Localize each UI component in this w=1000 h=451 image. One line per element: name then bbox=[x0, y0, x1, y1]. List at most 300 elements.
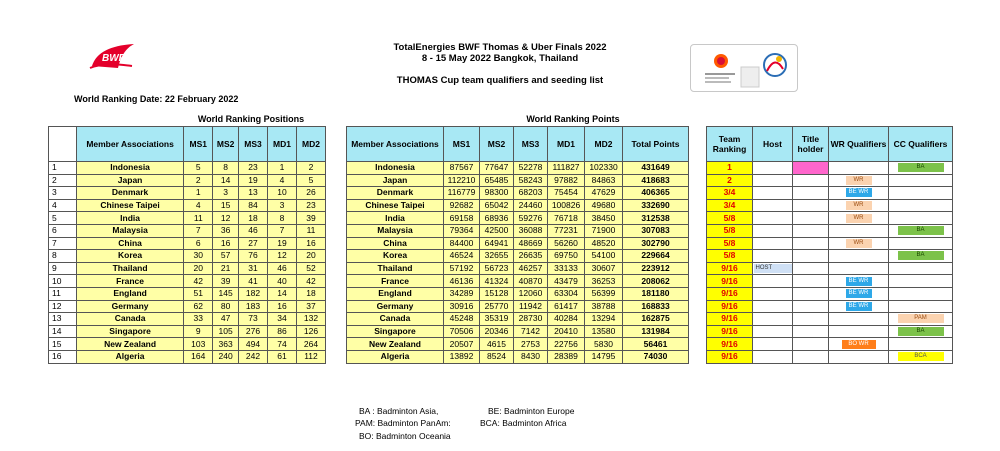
points-cell: 7142 bbox=[514, 325, 548, 338]
country-cell: Algeria bbox=[76, 350, 183, 363]
points-cell: 20410 bbox=[548, 325, 585, 338]
row-index: 4 bbox=[49, 199, 77, 212]
points-cell: 98300 bbox=[480, 187, 514, 200]
title-holder-cell bbox=[793, 313, 829, 326]
thomas-uber-logo bbox=[690, 44, 798, 92]
points-cell: 13294 bbox=[585, 313, 623, 326]
points-cell: 14795 bbox=[585, 350, 623, 363]
cc-qualifier-cell bbox=[889, 162, 953, 175]
table-row bbox=[707, 262, 953, 275]
col-header: MS2 bbox=[480, 127, 514, 162]
points-cell: 97882 bbox=[548, 174, 585, 187]
country-cell: Canada bbox=[76, 313, 183, 326]
points-cell: 79364 bbox=[444, 224, 480, 237]
title-holder-cell bbox=[793, 275, 829, 288]
points-cell: 59276 bbox=[514, 212, 548, 225]
wr-qualifier-cell bbox=[829, 350, 889, 363]
rank-cell: 240 bbox=[213, 350, 239, 363]
wr-qualifier-cell bbox=[829, 262, 889, 275]
points-cell: 56723 bbox=[480, 262, 514, 275]
points-cell: 77231 bbox=[548, 224, 585, 237]
rank-cell: 132 bbox=[296, 313, 325, 326]
team-ranking-cell: 1 bbox=[707, 162, 753, 175]
points-cell: 28730 bbox=[514, 313, 548, 326]
table-row bbox=[707, 250, 953, 263]
points-cell: 5830 bbox=[585, 338, 623, 351]
table-row bbox=[49, 237, 326, 250]
table-row bbox=[347, 287, 689, 300]
points-cell: 87567 bbox=[444, 162, 480, 175]
rank-cell: 2 bbox=[296, 162, 325, 175]
total-points-cell: 168833 bbox=[623, 300, 689, 313]
rank-cell: 112 bbox=[296, 350, 325, 363]
total-points-cell: 162875 bbox=[623, 313, 689, 326]
points-cell: 116779 bbox=[444, 187, 480, 200]
col-header: Member Associations bbox=[347, 127, 444, 162]
cc-qualifier-cell bbox=[889, 199, 953, 212]
points-cell: 63304 bbox=[548, 287, 585, 300]
cc-qualifier-cell bbox=[889, 300, 953, 313]
country-cell: Japan bbox=[76, 174, 183, 187]
points-cell: 46524 bbox=[444, 250, 480, 263]
table-row bbox=[347, 174, 689, 187]
rank-cell: 20 bbox=[296, 250, 325, 263]
title-holder-cell bbox=[793, 237, 829, 250]
title-holder-cell bbox=[793, 162, 829, 175]
table-row bbox=[707, 187, 953, 200]
wr-badge: WR bbox=[846, 176, 872, 185]
team-ranking-cell: 9/16 bbox=[707, 275, 753, 288]
country-cell: Germany bbox=[76, 300, 183, 313]
rank-cell: 16 bbox=[296, 237, 325, 250]
rank-cell: 36 bbox=[213, 224, 239, 237]
table-row bbox=[707, 275, 953, 288]
row-index: 11 bbox=[49, 287, 77, 300]
team-ranking-cell: 3/4 bbox=[707, 187, 753, 200]
points-cell: 30916 bbox=[444, 300, 480, 313]
country-cell: Singapore bbox=[347, 325, 444, 338]
col-header: MD2 bbox=[585, 127, 623, 162]
total-points-cell: 406365 bbox=[623, 187, 689, 200]
table-header-row bbox=[707, 127, 953, 162]
points-cell: 84400 bbox=[444, 237, 480, 250]
rank-cell: 12 bbox=[213, 212, 239, 225]
rank-cell: 76 bbox=[239, 250, 268, 263]
team-ranking-cell: 9/16 bbox=[707, 313, 753, 326]
host-cell bbox=[753, 224, 793, 237]
rank-cell: 276 bbox=[239, 325, 268, 338]
table-row bbox=[707, 325, 953, 338]
legend-be: BE: Badminton Europe bbox=[488, 406, 575, 416]
row-index: 5 bbox=[49, 212, 77, 225]
host-cell bbox=[753, 262, 793, 275]
points-cell: 69750 bbox=[548, 250, 585, 263]
rank-cell: 21 bbox=[213, 262, 239, 275]
rank-cell: 33 bbox=[184, 313, 213, 326]
points-cell: 70506 bbox=[444, 325, 480, 338]
total-points-cell: 229664 bbox=[623, 250, 689, 263]
wr-badge: WR bbox=[846, 201, 872, 210]
table-row bbox=[49, 300, 326, 313]
cc-qualifier-cell bbox=[889, 262, 953, 275]
rank-cell: 30 bbox=[184, 250, 213, 263]
country-cell: Korea bbox=[76, 250, 183, 263]
rank-cell: 2 bbox=[184, 174, 213, 187]
points-cell: 76718 bbox=[548, 212, 585, 225]
rank-cell: 3 bbox=[213, 187, 239, 200]
points-cell: 15128 bbox=[480, 287, 514, 300]
table-row bbox=[49, 287, 326, 300]
ranking-date: World Ranking Date: 22 February 2022 bbox=[74, 94, 239, 104]
rank-cell: 42 bbox=[296, 275, 325, 288]
host-cell bbox=[753, 162, 793, 175]
points-cell: 43479 bbox=[548, 275, 585, 288]
country-cell: India bbox=[347, 212, 444, 225]
event-title: TotalEnergies BWF Thomas & Uber Finals 2022 bbox=[393, 42, 607, 53]
wr-qualifier-cell bbox=[829, 162, 889, 175]
wr-qualifier-cell bbox=[829, 275, 889, 288]
points-cell: 13580 bbox=[585, 325, 623, 338]
table-row bbox=[347, 187, 689, 200]
table-row bbox=[707, 224, 953, 237]
rank-cell: 41 bbox=[239, 275, 268, 288]
cc-qualifier-cell bbox=[889, 237, 953, 250]
col-header: MS1 bbox=[444, 127, 480, 162]
table-row bbox=[707, 174, 953, 187]
col-header: MD1 bbox=[268, 127, 297, 162]
cc-qualifier-cell bbox=[889, 212, 953, 225]
points-cell: 75454 bbox=[548, 187, 585, 200]
team-ranking-cell: 9/16 bbox=[707, 262, 753, 275]
rank-cell: 3 bbox=[268, 199, 297, 212]
country-cell: Thailand bbox=[347, 262, 444, 275]
country-cell: England bbox=[347, 287, 444, 300]
rank-cell: 26 bbox=[296, 187, 325, 200]
points-cell: 46257 bbox=[514, 262, 548, 275]
team-ranking-cell: 9/16 bbox=[707, 300, 753, 313]
col-header: MD2 bbox=[296, 127, 325, 162]
table-row bbox=[49, 187, 326, 200]
points-cell: 38450 bbox=[585, 212, 623, 225]
wr-qualifier-cell bbox=[829, 250, 889, 263]
total-points-cell: 312538 bbox=[623, 212, 689, 225]
country-cell: Thailand bbox=[76, 262, 183, 275]
rank-cell: 40 bbox=[268, 275, 297, 288]
col-header: Team Ranking bbox=[707, 127, 753, 162]
points-cell: 28389 bbox=[548, 350, 585, 363]
rank-cell: 13 bbox=[239, 187, 268, 200]
wr-qualifier-cell bbox=[829, 325, 889, 338]
points-cell: 56399 bbox=[585, 287, 623, 300]
cc-qualifier-cell bbox=[889, 174, 953, 187]
team-ranking-cell: 9/16 bbox=[707, 325, 753, 338]
row-index: 16 bbox=[49, 350, 77, 363]
table-row bbox=[707, 199, 953, 212]
points-cell: 20346 bbox=[480, 325, 514, 338]
ranking-positions-table bbox=[48, 126, 326, 364]
col-header: Title holder bbox=[793, 127, 829, 162]
col-header: MS3 bbox=[239, 127, 268, 162]
table-row bbox=[49, 162, 326, 175]
total-points-cell: 208062 bbox=[623, 275, 689, 288]
total-points-cell: 431649 bbox=[623, 162, 689, 175]
points-cell: 30607 bbox=[585, 262, 623, 275]
team-ranking-cell: 5/8 bbox=[707, 237, 753, 250]
points-cell: 112210 bbox=[444, 174, 480, 187]
host-cell bbox=[753, 199, 793, 212]
wr-qualifier-cell bbox=[829, 174, 889, 187]
rank-cell: 164 bbox=[184, 350, 213, 363]
host-cell bbox=[753, 275, 793, 288]
cc-badge: BA bbox=[898, 163, 944, 172]
rank-cell: 47 bbox=[213, 313, 239, 326]
country-cell: Chinese Taipei bbox=[76, 199, 183, 212]
wr-badge: BE WR bbox=[846, 289, 872, 298]
total-points-cell: 307083 bbox=[623, 224, 689, 237]
legend-pam: PAM: Badminton PanAm: bbox=[355, 418, 451, 428]
country-cell: Singapore bbox=[76, 325, 183, 338]
team-ranking-cell: 9/16 bbox=[707, 287, 753, 300]
wr-qualifier-cell bbox=[829, 300, 889, 313]
country-cell: Canada bbox=[347, 313, 444, 326]
table-row bbox=[49, 275, 326, 288]
rank-cell: 9 bbox=[184, 325, 213, 338]
points-cell: 40870 bbox=[514, 275, 548, 288]
table-row bbox=[49, 262, 326, 275]
rank-cell: 105 bbox=[213, 325, 239, 338]
points-cell: 40284 bbox=[548, 313, 585, 326]
table-row bbox=[707, 212, 953, 225]
points-cell: 42500 bbox=[480, 224, 514, 237]
rank-cell: 12 bbox=[268, 250, 297, 263]
total-points-cell: 131984 bbox=[623, 325, 689, 338]
rank-cell: 7 bbox=[268, 224, 297, 237]
points-cell: 45248 bbox=[444, 313, 480, 326]
rank-cell: 57 bbox=[213, 250, 239, 263]
table-row bbox=[347, 162, 689, 175]
total-points-cell: 332690 bbox=[623, 199, 689, 212]
points-cell: 20507 bbox=[444, 338, 480, 351]
title-holder-cell bbox=[793, 338, 829, 351]
table-row bbox=[347, 199, 689, 212]
positions-section-title: World Ranking Positions bbox=[197, 114, 305, 124]
host-cell bbox=[753, 287, 793, 300]
host-cell bbox=[753, 325, 793, 338]
row-index: 9 bbox=[49, 262, 77, 275]
team-ranking-cell: 9/16 bbox=[707, 350, 753, 363]
total-points-cell: 74030 bbox=[623, 350, 689, 363]
legend-ba: BA : Badminton Asia, bbox=[359, 406, 439, 416]
wr-qualifier-cell bbox=[829, 199, 889, 212]
points-cell: 111827 bbox=[548, 162, 585, 175]
table-header-row bbox=[347, 127, 689, 162]
table-row bbox=[347, 325, 689, 338]
team-ranking-cell: 5/8 bbox=[707, 212, 753, 225]
wr-qualifier-cell bbox=[829, 287, 889, 300]
total-points-cell: 223912 bbox=[623, 262, 689, 275]
rank-cell: 103 bbox=[184, 338, 213, 351]
points-cell: 100826 bbox=[548, 199, 585, 212]
points-cell: 56260 bbox=[548, 237, 585, 250]
table-row bbox=[707, 287, 953, 300]
title-holder-cell bbox=[793, 212, 829, 225]
cc-qualifier-cell bbox=[889, 287, 953, 300]
points-cell: 13892 bbox=[444, 350, 480, 363]
total-points-cell: 56461 bbox=[623, 338, 689, 351]
cc-badge: PAM bbox=[898, 314, 944, 323]
points-cell: 24460 bbox=[514, 199, 548, 212]
points-cell: 8524 bbox=[480, 350, 514, 363]
rank-cell: 34 bbox=[268, 313, 297, 326]
rank-cell: 42 bbox=[184, 275, 213, 288]
table-row bbox=[707, 237, 953, 250]
table-row bbox=[347, 212, 689, 225]
host-badge: HOST bbox=[754, 264, 792, 273]
points-cell: 49680 bbox=[585, 199, 623, 212]
wr-qualifier-cell bbox=[829, 338, 889, 351]
country-cell: France bbox=[347, 275, 444, 288]
rank-cell: 7 bbox=[184, 224, 213, 237]
rank-cell: 1 bbox=[268, 162, 297, 175]
table-row bbox=[347, 313, 689, 326]
row-index: 7 bbox=[49, 237, 77, 250]
rank-cell: 242 bbox=[239, 350, 268, 363]
wr-qualifier-cell bbox=[829, 237, 889, 250]
table-row bbox=[49, 199, 326, 212]
row-index: 10 bbox=[49, 275, 77, 288]
points-cell: 54100 bbox=[585, 250, 623, 263]
table-row bbox=[49, 224, 326, 237]
cc-qualifier-cell bbox=[889, 275, 953, 288]
points-section-title: World Ranking Points bbox=[526, 114, 620, 124]
wr-badge: BO WR bbox=[842, 340, 876, 349]
row-index: 1 bbox=[49, 162, 77, 175]
table-row bbox=[347, 350, 689, 363]
points-cell: 64941 bbox=[480, 237, 514, 250]
cc-qualifier-cell bbox=[889, 325, 953, 338]
points-cell: 48669 bbox=[514, 237, 548, 250]
rank-cell: 51 bbox=[184, 287, 213, 300]
country-cell: Germany bbox=[347, 300, 444, 313]
host-cell bbox=[753, 237, 793, 250]
rank-cell: 46 bbox=[239, 224, 268, 237]
wr-badge: BE WR bbox=[846, 277, 872, 286]
table-row bbox=[347, 338, 689, 351]
points-cell: 77647 bbox=[480, 162, 514, 175]
rank-cell: 126 bbox=[296, 325, 325, 338]
col-header: MS1 bbox=[184, 127, 213, 162]
table-row bbox=[49, 325, 326, 338]
col-header: Member Associations bbox=[76, 127, 183, 162]
rank-cell: 4 bbox=[268, 174, 297, 187]
table-row bbox=[707, 350, 953, 363]
table-row bbox=[49, 350, 326, 363]
row-index: 2 bbox=[49, 174, 77, 187]
index-header bbox=[49, 127, 77, 162]
title-holder-cell bbox=[793, 300, 829, 313]
points-cell: 71900 bbox=[585, 224, 623, 237]
rank-cell: 80 bbox=[213, 300, 239, 313]
cc-qualifier-cell bbox=[889, 187, 953, 200]
title-holder-cell bbox=[793, 174, 829, 187]
points-cell: 102330 bbox=[585, 162, 623, 175]
col-header: Host bbox=[753, 127, 793, 162]
table-row bbox=[707, 300, 953, 313]
table-row bbox=[49, 250, 326, 263]
legend-bo: BO: Badminton Oceania bbox=[359, 431, 451, 441]
row-index: 13 bbox=[49, 313, 77, 326]
points-cell: 61417 bbox=[548, 300, 585, 313]
rank-cell: 23 bbox=[239, 162, 268, 175]
host-cell bbox=[753, 313, 793, 326]
rank-cell: 8 bbox=[213, 162, 239, 175]
title-holder-cell bbox=[793, 262, 829, 275]
row-index: 8 bbox=[49, 250, 77, 263]
cc-qualifier-cell bbox=[889, 313, 953, 326]
country-cell: Malaysia bbox=[347, 224, 444, 237]
points-cell: 38788 bbox=[585, 300, 623, 313]
row-index: 14 bbox=[49, 325, 77, 338]
rank-cell: 46 bbox=[268, 262, 297, 275]
table-row bbox=[707, 162, 953, 175]
rank-cell: 11 bbox=[296, 224, 325, 237]
country-cell: India bbox=[76, 212, 183, 225]
title-holder-cell bbox=[793, 325, 829, 338]
rank-cell: 16 bbox=[268, 300, 297, 313]
country-cell: Indonesia bbox=[76, 162, 183, 175]
wr-qualifier-cell bbox=[829, 187, 889, 200]
cc-qualifier-cell bbox=[889, 350, 953, 363]
country-cell: Denmark bbox=[76, 187, 183, 200]
rank-cell: 183 bbox=[239, 300, 268, 313]
country-cell: Chinese Taipei bbox=[347, 199, 444, 212]
rank-cell: 18 bbox=[296, 287, 325, 300]
event-dates: 8 - 15 May 2022 Bangkok, Thailand bbox=[421, 53, 579, 64]
country-cell: New Zealand bbox=[347, 338, 444, 351]
country-cell: China bbox=[347, 237, 444, 250]
points-cell: 48520 bbox=[585, 237, 623, 250]
points-cell: 11942 bbox=[514, 300, 548, 313]
col-header: MS2 bbox=[213, 127, 239, 162]
list-title: THOMAS Cup team qualifiers and seeding list bbox=[396, 75, 604, 86]
team-ranking-cell: 3/4 bbox=[707, 199, 753, 212]
country-cell: Algeria bbox=[347, 350, 444, 363]
cc-badge: BA bbox=[898, 226, 944, 235]
team-ranking-cell: 5/8 bbox=[707, 250, 753, 263]
rank-cell: 16 bbox=[213, 237, 239, 250]
rank-cell: 363 bbox=[213, 338, 239, 351]
cc-badge: BA bbox=[898, 327, 944, 336]
wr-qualifier-cell bbox=[829, 224, 889, 237]
qualification-status-table bbox=[706, 126, 953, 364]
rank-cell: 23 bbox=[296, 199, 325, 212]
col-header: MS3 bbox=[514, 127, 548, 162]
points-cell: 4615 bbox=[480, 338, 514, 351]
points-cell: 57192 bbox=[444, 262, 480, 275]
wr-qualifier-cell bbox=[829, 212, 889, 225]
row-index: 12 bbox=[49, 300, 77, 313]
table-row bbox=[49, 338, 326, 351]
points-cell: 68203 bbox=[514, 187, 548, 200]
title-holder-cell bbox=[793, 287, 829, 300]
cc-badge: BA bbox=[898, 251, 944, 260]
points-cell: 41324 bbox=[480, 275, 514, 288]
rank-cell: 5 bbox=[296, 174, 325, 187]
title-holder-cell bbox=[793, 350, 829, 363]
table-row bbox=[347, 262, 689, 275]
wr-badge: WR bbox=[846, 239, 872, 248]
host-cell bbox=[753, 300, 793, 313]
